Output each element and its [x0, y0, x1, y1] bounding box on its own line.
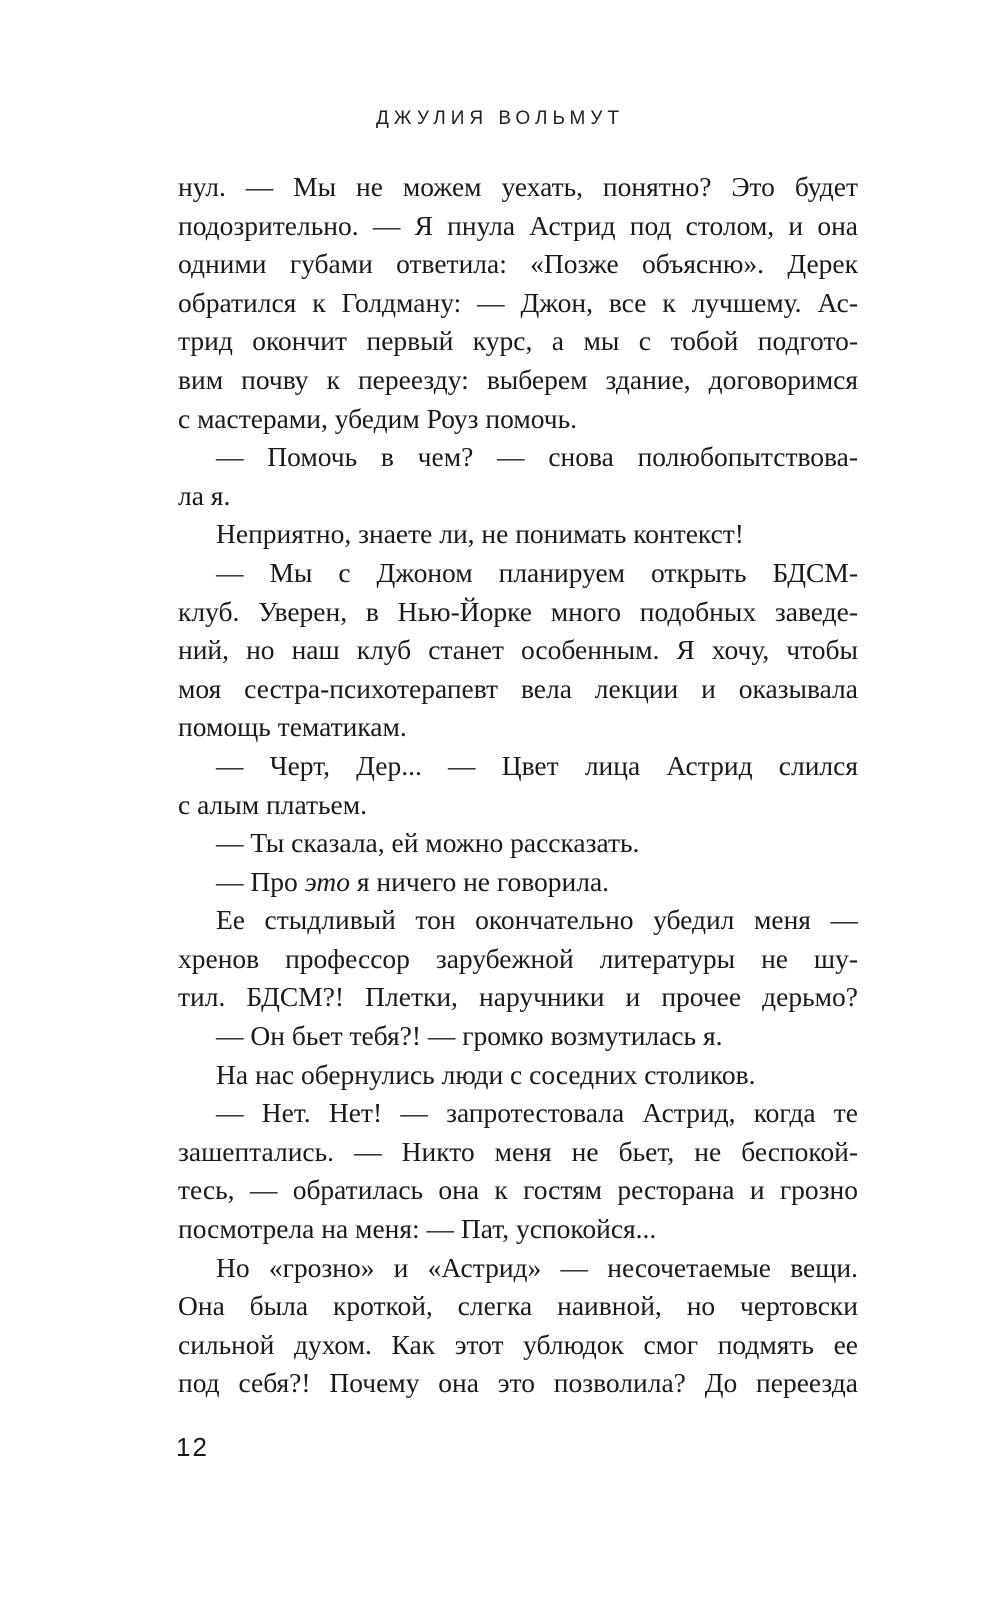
text-segment: — Про [216, 865, 305, 897]
text-line: обратился к Голдману: — Джон, все к лучшему. Ас- [178, 286, 858, 318]
text-line: с алым платьем. [178, 788, 367, 820]
text-line: Неприятно, знаете ли, не понимать контекст! [216, 518, 744, 550]
text-line: одними губами ответила: «Позже объясню». Дерек [178, 248, 858, 280]
text-line: — Мы с Джоном планируем открыть БДСМ- [216, 556, 858, 588]
text-line: Ее стыдливый тон окончательно убедил меня — [216, 904, 858, 936]
page-number: 12 [176, 1432, 209, 1462]
text-line: трид окончит первый курс, а мы с тобой подгото- [178, 325, 858, 357]
text-line: — Ты сказала, ей можно рассказать. [216, 827, 640, 859]
text-line: ла я. [178, 479, 231, 511]
text-line: сильной духом. Как этот ублюдок смог подмять ее [178, 1328, 858, 1360]
text-line: подозрительно. — Я пнула Астрид под столом, и она [178, 209, 858, 241]
text-line: тесь, — обратилась она к гостям ресторана и грозно [178, 1174, 858, 1206]
text-line: посмотрела на меня: — Пат, успокойся... [178, 1213, 657, 1245]
text-line: — Черт, Дер... — Цвет лица Астрид слился [216, 749, 858, 781]
text-segment: я ничего не говорила. [350, 865, 610, 897]
text-line: моя сестра-психотерапевт вела лекции и оказывала [178, 672, 858, 704]
text-line: с мастерами, убедим Роуз помочь. [178, 402, 578, 434]
text-line: хренов профессор зарубежной литературы не шу- [178, 942, 858, 974]
text-line: нул. — Мы не можем уехать, понятно? Это будет [178, 171, 858, 202]
text-line: Но «грозно» и «Астрид» — несочетаемые вещи. [216, 1251, 858, 1283]
text-line: — Он бьет тебя?! — громко возмутилась я. [216, 1020, 723, 1052]
text-line: — Нет. Нет! — запротестовала Астрид, когда те [216, 1097, 858, 1129]
text-line: под себя?! Почему она это позволила? До переезда [178, 1367, 858, 1399]
text-line: — Помочь в чем? — снова полюбопытствова- [216, 441, 858, 473]
text-line: зашептались. — Никто меня не бьет, не беспокой- [178, 1135, 858, 1167]
text-line: вим почву к переезду: выберем здание, договоримся [178, 363, 858, 395]
text-line-with-italic [178, 863, 858, 902]
text-line: клуб. Уверен, в Нью-Йорке много подобных заведе- [178, 595, 858, 627]
text-line: ний, но наш клуб станет особенным. Я хочу, чтобы [178, 634, 858, 666]
text-line: помощь тематикам. [178, 711, 407, 743]
text-line: тил. БДСМ?! Плетки, наручники и прочее дерьмо? [178, 981, 858, 1013]
text-line: Она была кроткой, слегка наивной, но чертовски [178, 1290, 858, 1322]
body-text [178, 168, 858, 1403]
italic-emphasis: это [304, 865, 350, 897]
text-line: На нас обернулись люди с соседних столиков. [216, 1058, 756, 1090]
running-head-author: ДЖУЛИЯ ВОЛЬМУТ [375, 108, 625, 129]
